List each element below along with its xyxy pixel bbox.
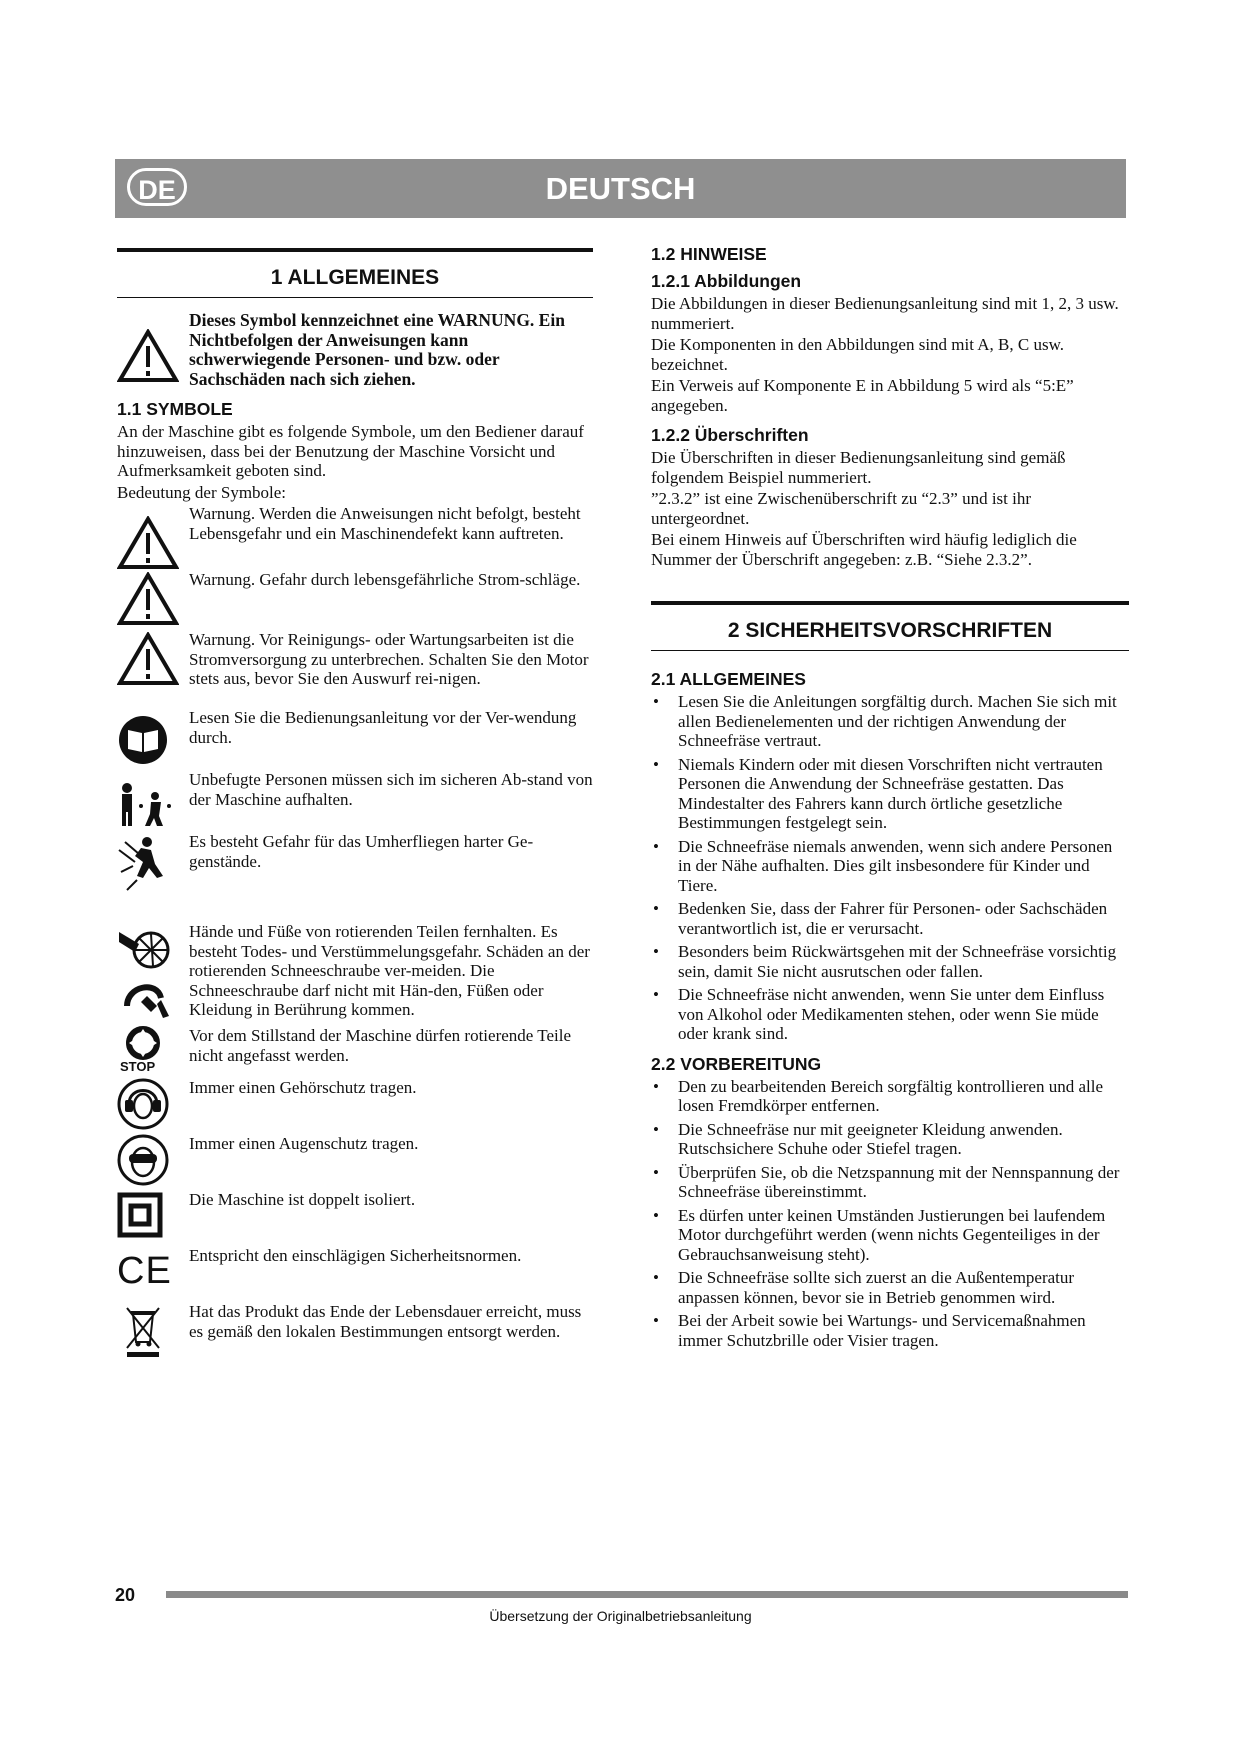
read-manual-icon <box>117 714 169 766</box>
left-column <box>117 248 593 1364</box>
stop-label: STOP <box>120 1059 156 1074</box>
symbol-text: Entspricht den einschlägigen Sicherheitsnormen. <box>189 1246 522 1265</box>
general-title: 2.1 ALLGEMEINES <box>651 669 806 689</box>
list-item: • Überprüfen Sie, ob die Netzspannung mit der Nennspannung der Schneefräse übereinstimmt. <box>651 1163 1129 1202</box>
symbol-text: Immer einen Augenschutz tragen. <box>189 1134 419 1153</box>
section-2-title: 2 SICHERHEITSVORSCHRIFTEN <box>727 619 1053 642</box>
warning-intro <box>117 311 593 389</box>
prep-title: 2.2 VORBEREITUNG <box>651 1053 822 1074</box>
ear-protection-icon <box>117 1078 169 1130</box>
list-item: • Besonders beim Rückwärtsgehen mit der Schneefräse vorsichtig sein, damit Sie nicht ausrutschen oder fallen. <box>651 942 1129 981</box>
page-number: 20 <box>115 1585 136 1605</box>
headings-paragraph: ”2.3.2” ist eine Zwischenüberschrift zu “2.3” und ist ihr untergeordnet. <box>651 489 1032 528</box>
symbol-text: Warnung. Vor Reinigungs- oder Wartungsarbeiten ist die Stromversorgung zu unterbrechen. Schalten Sie den Motor stets aus, bevor Sie den Auswurf rei-nigen. <box>189 630 589 688</box>
symbol-row <box>117 832 593 922</box>
symbol-text: Hat das Produkt das Ende der Lebensdauer erreicht, muss es gemäß den lokalen Bestimmungen entsorgt werden. <box>189 1302 582 1341</box>
symbols-intro: An der Maschine gibt es folgende Symbole, um den Bediener darauf hinzuweisen, dass bei der Benutzung der Maschine Vorsicht und Aufmerksamkeit geboten sind. <box>117 422 584 480</box>
symbol-text: Immer einen Gehörschutz tragen. <box>189 1078 417 1097</box>
list-item: • Die Schneefräse nicht anwenden, wenn Sie unter dem Einfluss von Alkohol oder Medikamenten stehen, oder wenn Sie müde oder krank sind. <box>651 985 1129 1044</box>
headings-title: 1.2.2 Überschriften <box>651 425 809 445</box>
section-rule-bottom <box>651 650 1129 651</box>
symbol-row <box>117 1190 593 1246</box>
warning-triangle-icon <box>117 632 179 686</box>
symbol-text: Hände und Füße von rotierenden Teilen fernhalten. Es besteht Todes- und Verstümmelungsgefahr. Schäden an der rotierenden Schneeschraube ver-meiden. Die Schneeschraube darf nicht mit Hän-den, Füßen oder Kleidung in Berührung kommen. <box>189 922 590 1019</box>
stop-rotation-icon <box>123 1026 163 1060</box>
symbol-row <box>117 770 593 832</box>
list-item: • Die Schneefräse sollte sich zuerst an die Außentemperatur anpassen können, bevor sie in Betrieb genommen wird. <box>651 1268 1129 1307</box>
symbols-title: 1.1 SYMBOLE <box>117 399 233 419</box>
symbol-text: Vor dem Stillstand der Maschine dürfen rotierende Teile nicht angefasst werden. <box>189 1026 571 1065</box>
symbol-text: Unbefugte Personen müssen sich im sicheren Ab-stand von der Maschine aufhalten. <box>189 770 593 809</box>
list-item: • Den zu bearbeitenden Bereich sorgfältig kontrollieren und alle losen Fremdkörper entfernen. <box>651 1077 1129 1116</box>
symbol-text: Lesen Sie die Bedienungsanleitung vor der Ver-wendung durch. <box>189 708 577 747</box>
list-item: • Bei der Arbeit sowie bei Wartungs- und Servicemaßnahmen immer Schutzbrille oder Visier tragen. <box>651 1311 1129 1350</box>
symbols-meaning: Bedeutung der Symbole: <box>117 482 287 502</box>
hints-title: 1.2 HINWEISE <box>651 244 767 264</box>
symbol-text: Die Maschine ist doppelt isoliert. <box>189 1190 416 1209</box>
section-1-title: 1 ALLGEMEINES <box>270 266 440 289</box>
eye-protection-icon <box>117 1134 169 1186</box>
symbol-text: Warnung. Gefahr durch lebensgefährliche Strom-schläge. <box>189 570 581 589</box>
right-column <box>651 244 1129 1354</box>
section-rule-bottom <box>117 297 593 298</box>
figures-title: 1.2.1 Abbildungen <box>651 271 802 291</box>
language-badge: DE <box>127 168 187 206</box>
list-item: • Lesen Sie die Anleitungen sorgfältig durch. Machen Sie sich mit allen Bedienelementen und der richtigen Anwendung der Schneefräse vertraut. <box>651 692 1129 751</box>
footer-text: Übersetzung der Originalbetriebsanleitung <box>489 1608 752 1624</box>
figures-paragraph: Ein Verweis auf Komponente E in Abbildung 5 wird als “5:E” angegeben. <box>651 376 1074 415</box>
list-item: • Die Schneefräse nur mit geeigneter Kleidung anwenden. Rutschsichere Schuhe oder Stiefel tragen. <box>651 1120 1129 1159</box>
keep-distance-icon <box>117 782 175 828</box>
hand-rotating-parts-icon <box>117 926 173 970</box>
warning-triangle-icon <box>117 516 179 570</box>
figures-paragraph: Die Abbildungen in dieser Bedienungsanleitung sind mit 1, 2, 3 usw. nummeriert. <box>651 294 1119 333</box>
list-item: • Niemals Kindern oder mit diesen Vorschriften nicht vertrauten Personen die Anwendung der Schneefräse gestatten. Das Mindestalter des Fahrers kann durch örtliche gesetzliche Bestimmungen festgelegt sein. <box>651 755 1129 833</box>
language-banner <box>115 159 1126 218</box>
ce-mark-icon: CE <box>117 1250 172 1292</box>
rotating-parts-icon <box>117 976 173 1020</box>
symbol-text: Warnung. Werden die Anweisungen nicht befolgt, besteht Lebensgefahr und ein Maschinendefekt kann auftreten. <box>189 504 581 543</box>
symbol-row <box>117 922 593 1026</box>
symbol-row <box>117 1302 593 1364</box>
list-item: • Bedenken Sie, dass der Fahrer für Personen- oder Sachschäden verantwortlich ist, die er verursacht. <box>651 899 1129 938</box>
figures-paragraph: Die Komponenten in den Abbildungen sind mit A, B, C usw. bezeichnet. <box>651 335 1065 374</box>
headings-paragraph: Bei einem Hinweis auf Überschriften wird häufig lediglich die Nummer der Überschrift angegeben: z.B. “Siehe 2.3.2”. <box>651 530 1077 569</box>
warning-triangle-icon <box>117 572 179 626</box>
warning-triangle-icon <box>117 329 179 383</box>
list-item: • Es dürfen unter keinen Umständen Justierungen bei laufendem Motor durchgeführt werden (wenn nichts Gegenteiliges in der Gebrauchsanweisung steht). <box>651 1206 1129 1265</box>
weee-bin-icon <box>123 1304 163 1358</box>
symbol-row <box>117 1134 593 1190</box>
list-item: • Die Schneefräse niemals anwenden, wenn sich andere Personen in der Nähe aufhalten. Dies gilt insbesondere für Kinder und Tiere. <box>651 837 1129 896</box>
symbol-row <box>117 630 593 708</box>
double-insulation-icon <box>117 1192 163 1238</box>
warning-intro-text: Dieses Symbol kennzeichnet eine WARNUNG. Ein Nichtbefolgen der Anweisungen kann schwerwiegende Personen- und bzw. oder Sachschäden nach sich ziehen. <box>189 310 565 389</box>
footer-rule <box>166 1591 1128 1598</box>
page-title: DEUTSCH <box>545 171 696 206</box>
symbol-row <box>117 1078 593 1134</box>
symbol-row <box>117 1026 593 1078</box>
flying-objects-icon <box>117 832 173 894</box>
headings-paragraph: Die Überschriften in dieser Bedienungsanleitung sind gemäß folgendem Beispiel nummeriert. <box>651 448 1066 487</box>
symbol-text: Es besteht Gefahr für das Umherfliegen harter Ge-genstände. <box>189 832 534 871</box>
symbol-row <box>117 1246 593 1302</box>
symbol-row <box>117 570 593 630</box>
symbol-row <box>117 708 593 770</box>
symbol-row <box>117 504 593 566</box>
